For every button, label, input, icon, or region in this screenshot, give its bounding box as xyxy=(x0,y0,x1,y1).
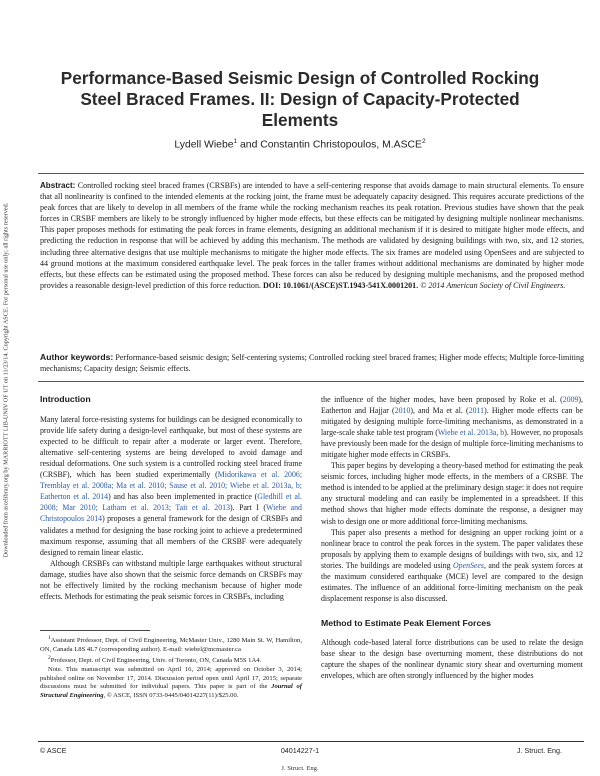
right-paragraph-2: This paper begins by developing a theory-based method for estimating the peak seismic forces, including higher mode effects, in the members of a CRSBF. The method is intended to be applied at the preliminary design stage: it does not require any structural modeling and can easily be implemented in a spreadsheet. If this method shows that higher mode effects dominate the response, a designer may wish to design one or more additional force-limiting mechanisms. xyxy=(321,461,583,526)
intro-paragraph-2: Although CRSBFs can withstand multiple large earthquakes without structural damage, studies have also shown that the seismic force demands on CRSBFs may not be effectively limited by the rocking mechanism because of higher mode effects. Methods for estimating the peak seismic forces in CRSBFs, including xyxy=(40,558,302,601)
author-2-affiliation-mark: 2 xyxy=(421,138,426,145)
body-text: This paper also presents a method for designing an upper rocking joint or a nonlinear brace to control the peak forces in the system. The paper validates these proposals by applying them to example designs of buildings with two, six, and 12 stories. The buildings are modeled using xyxy=(321,527,583,570)
author-1: Lydell Wiebe xyxy=(174,139,234,151)
citation-link[interactable]: 2011 xyxy=(468,406,485,416)
abstract xyxy=(40,180,584,291)
author-line xyxy=(60,138,540,150)
right-paragraph-1 xyxy=(321,394,583,460)
intro-text: ). Part I ( xyxy=(230,503,266,513)
body-text: ), Eatherton and Hajjar ( xyxy=(321,395,583,416)
note-text: Note. This manuscript was submitted on April 16, 2014; approved on October 3, 2014; published online on November 17, 2014. Discussion period open until April 17, 2015; separate discussions must be submitted for individual papers. This paper is part of the xyxy=(40,666,302,691)
citation-link[interactable]: 2009 xyxy=(562,395,579,404)
intro-paragraph-1 xyxy=(40,414,302,558)
abstract-text: Controlled rocking steel braced frames (CRSBFs) are intended to have a self-centering response that avoids damage to main structural elements. To ensure that all nonlinearity is confined to the intended elements at the rocking joint, the frame must be adequately capacity designed. This requires accurate predictions of the peak forces that are likely to develop in all members of the frame while the rocking mechanism reaches its peak rotation. Previous studies have shown that the peak forces in CRSBF members are likely to be strongly influenced by higher mode effects, but these effects can be mitigated by designing multiple nonlinear mechanisms. This paper proposes methods for estimating the peak forces in frame elements, designing an additional mechanism if it is desired to mitigate higher mode effects, and predicting the reduction in response that will be achieved by adding this mechanism. The methods are validated by designing buildings with two, six, and 12 stories, including three alternative designs that use multiple mechanisms to mitigate the higher mode effects. The six frames are modeled using OpenSees and are subjected to 44 ground motions at the maximum considered earthquake level. The peak forces in the taller frames without additional mechanisms are dominated by higher mode effects, but these effects can be estimated using the proposed method. These forces can also be reduced by designing multiple mechanisms, and the proposed method provides a reasonable design-level prediction of this force reduction. xyxy=(40,181,584,290)
abstract-copyright: © 2014 American Society of Civil Engineers. xyxy=(418,280,566,290)
intro-text: ) and has also been implemented in practice ( xyxy=(108,492,258,502)
author-2: and Constantin Christopoulos, M.ASCE xyxy=(237,139,422,151)
footnote-1 xyxy=(40,634,302,654)
left-column xyxy=(40,394,302,602)
keywords-label: Author keywords: xyxy=(40,352,114,362)
section-heading-method: Method to Estimate Peak Element Forces xyxy=(321,617,491,628)
footnote-text: Professor, Dept. of Civil Engineering, Univ. of Toronto, ON, Canada M5S 1A4. xyxy=(50,657,262,665)
body-text: ). Higher mode effects can be mitigated by designing multiple force-limiting mechanisms, as demonstrated in a large-scale shake table test program ( xyxy=(321,406,583,438)
footnote-text: Assistant Professor, Dept. of Civil Engineering, McMaster Univ., 1280 Main St. W, Hamilton, ON, Canada L8S 4L7 (corresponding author). E-mail: wiebel@mcmaster.ca xyxy=(40,637,302,653)
body-text: ), and Ma et al. ( xyxy=(410,406,469,416)
footer-copyright: © ASCE xyxy=(40,746,67,755)
footnote-2 xyxy=(40,654,302,666)
citation-link[interactable]: Wiebe and Christopoulos 2014 xyxy=(40,503,302,524)
paper-title: Performance-Based Seismic Design of Controlled Rocking Steel Braced Frames. II: Design of Capacity-Protected Elements xyxy=(60,68,540,130)
right-column xyxy=(321,394,583,681)
right-paragraph-3 xyxy=(321,527,583,604)
footnote-mark: 2 xyxy=(48,655,51,662)
submission-note xyxy=(40,666,302,700)
body-text: the influence of the higher modes, have been proposed by Roke et al. ( xyxy=(321,395,563,404)
citation-link[interactable]: Wiebe et al. 2013a, b xyxy=(437,428,505,438)
body-text: ). However, no proposals have previously been made for the design of multiple force-limiting mechanisms to mitigate higher mode effects in CRSBFs. xyxy=(321,428,583,460)
abstract-bottom-rule xyxy=(38,381,584,382)
citation-link[interactable]: 2010 xyxy=(394,406,411,416)
running-footer: J. Struct. Eng. xyxy=(281,765,319,772)
download-notice xyxy=(0,120,14,640)
footer-journal: J. Struct. Eng. xyxy=(516,746,562,755)
abstract-top-rule xyxy=(38,173,584,174)
footnote-mark: 1 xyxy=(48,635,51,641)
citation-link[interactable]: Midorikawa et al. 2006; Tremblay et al. 2008a; Ma et al. 2010; Sause et al. 2010; Wiebe et al. 2013a, b; Eatherton et al. 2014 xyxy=(40,470,302,502)
author-1-affiliation-mark: 1 xyxy=(233,138,238,145)
keywords-text: Performance-based seismic design; Self-centering systems; Controlled rocking steel braced frames; Higher mode effects; Multiple force-limiting mechanisms; Capacity design; Seismic effects. xyxy=(40,353,584,374)
footnotes xyxy=(40,634,302,701)
author-keywords xyxy=(40,352,584,374)
footer-page-id: 04014227-1 xyxy=(280,746,320,755)
intro-text: Many lateral force-resisting systems for buildings can be designed economically to provide life safety during a design-level earthquake, but most of these systems are expected to be difficult to repair after a moderate or larger event. Therefore, alternative self-centering systems are being developed to avoid damage and residual deformations. One such system is a controlled rocking steel braced frame (CRSBF), which has been studied experimentally ( xyxy=(40,415,302,480)
abstract-label: Abstract: xyxy=(40,181,76,190)
journal-name: Journal of Structural Engineering xyxy=(40,683,302,699)
method-paragraph-1: Although code-based lateral force distributions can be used to relate the design base shear to the design base overturning moment, these distributions do not capture the shapes of the nonlinear dynamic story shear and overturning moment envelopes, which are often strongly influenced by the higher modes xyxy=(321,637,583,681)
footer-rule xyxy=(38,741,584,742)
citation-link[interactable]: Gledhill et al. 2008; Mar 2010; Latham et al. 2013; Tait et al. 2013 xyxy=(40,492,302,513)
note-text: , © ASCE, ISSN 0733-9445/04014227(11)/$25.00. xyxy=(103,691,239,699)
download-notice-text: Downloaded from ascelibrary.org by MARRIOTT LIB-UNIV OF UT on 11/23/14. Copyright ASCE. For personal use only; all rights reserved. xyxy=(2,202,10,558)
doi-link[interactable]: DOI: 10.1061/(ASCE)ST.1943-541X.0001201. xyxy=(263,280,419,290)
footnote-rule xyxy=(40,630,150,631)
section-heading-introduction: Introduction xyxy=(40,394,91,404)
body-text: , and the peak system forces at the maximum considered earthquake (MCE) level are compared to the design estimates. The influence of an additional force-limiting mechanism on the peak displacement response is also discussed. xyxy=(321,560,583,603)
intro-text: ) proposes a general framework for the design of CRSBFs and validates a method for designing the base rocking joint to achieve a predetermined maximum response, assuming that all members of the CRSBF were adequately designed to remain linear elastic. xyxy=(40,514,302,557)
opensees-link[interactable]: OpenSees xyxy=(453,560,484,570)
